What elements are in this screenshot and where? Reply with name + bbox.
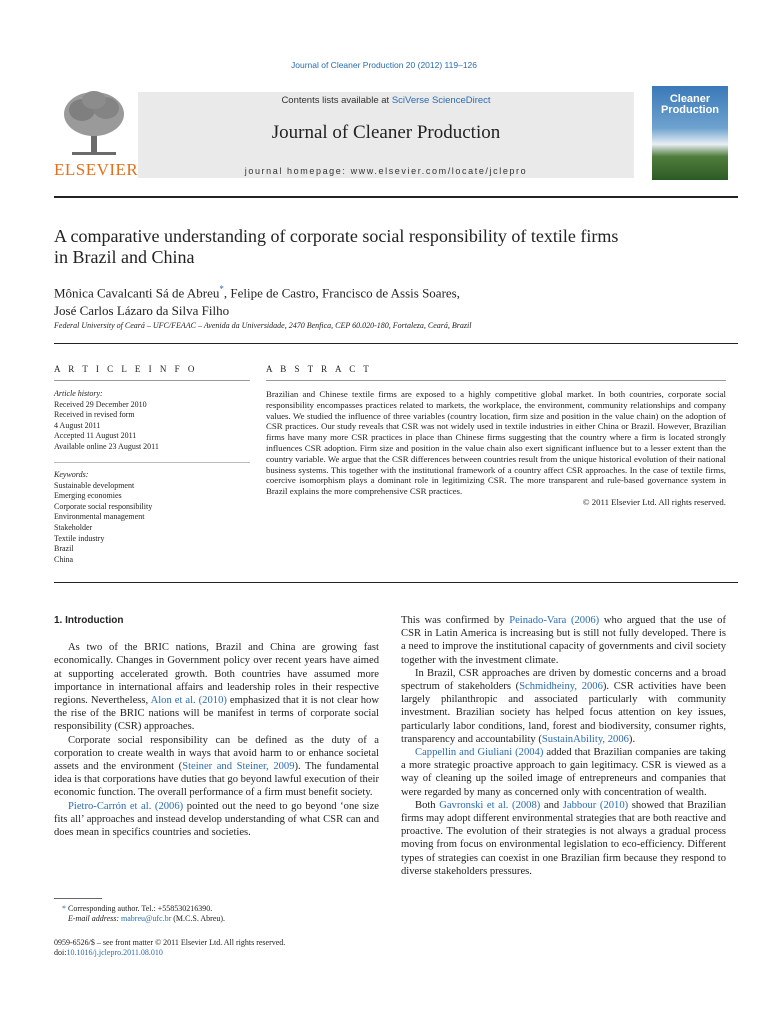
masthead-banner: [138, 92, 634, 178]
footnote-rule: [54, 898, 102, 899]
paragraph: Pietro-Carrón et al. (2006) pointed out the need to go beyond ‘one size fits all’ approaches and instead develop understanding of what CSR can and does mean in specifics countries and societies.: [54, 800, 379, 839]
tree-icon: [54, 86, 134, 166]
reference-link[interactable]: Jabbour (2010): [562, 799, 629, 811]
publication-info: 0959-6526/$ – see front matter © 2011 Elsevier Ltd. All rights reserved. doi:10.1016/j.jclepro.2011.08.010: [54, 938, 286, 957]
keywords: Keywords: Sustainable development Emerging economies Corporate social responsibility Environmental management Stakeholder Textile industry Brazil China: [54, 470, 153, 564]
left-column: [54, 614, 379, 839]
sciencedirect-link[interactable]: SciVerse ScienceDirect: [391, 95, 491, 106]
author-1: Mônica Cavalcanti Sá de Abreu: [54, 285, 220, 301]
article-info-rule: [54, 380, 250, 381]
paragraph: Cappellin and Giuliani (2004) added that Brazilian companies are taking a more strategic proactive approach to gain legitimacy. CSR is viewed as a way of cleaning up the soiled image of entrepreneurs and companies that were regarded by many as concerned only with concentration of wealth.: [401, 747, 726, 798]
affiliation: Federal University of Ceará – UFC/FEAAC – Avenida da Universidade, 2470 Benfica, CEP 60.020-180, Fortaleza, Ceará, Brazil: [54, 321, 472, 330]
paper-title: A comparative understanding of corporate social responsibility of textile firms in Brazil and China: [54, 226, 619, 267]
article-info-heading: A R T I C L E I N F O: [54, 364, 198, 374]
affiliation-rule: [54, 343, 738, 344]
paragraph: This was confirmed by Peinado-Vara (2006) who argued that the use of CSR in Latin America is increasing but is still not fully developed. There is a need to improve the institutional capacity of governments and civil society together with the investment climate.: [401, 615, 726, 666]
right-column: [401, 614, 726, 878]
section-heading-introduction: 1. Introduction: [54, 615, 124, 626]
article-history: Article history: Received 29 December 2010 Received in revised form 4 August 2011 Accepted 11 August 2011 Available online 23 August 2011: [54, 389, 159, 451]
reference-link[interactable]: Cappellin and Giuliani (2004): [415, 747, 544, 759]
reference-link[interactable]: Alon et al. (2010): [150, 695, 227, 707]
reference-link[interactable]: Gavronski et al. (2008): [439, 799, 541, 811]
journal-cover-thumbnail[interactable]: [652, 86, 728, 180]
journal-homepage[interactable]: journal homepage: www.elsevier.com/locate/jclepro: [244, 166, 528, 176]
publisher-name: ELSEVIER: [54, 160, 139, 179]
contents-availability: Contents lists available at SciVerse ScienceDirect: [281, 95, 491, 106]
history-rule: [54, 462, 250, 463]
email-link[interactable]: mabreu@ufc.br: [121, 914, 172, 923]
reference-link[interactable]: Steiner and Steiner, 2009: [182, 761, 295, 773]
reference-link[interactable]: Pietro-Carrón et al. (2006): [68, 800, 184, 812]
elsevier-logo: [54, 86, 139, 186]
reference-link[interactable]: Schmidheiny, 2006: [519, 681, 603, 693]
journal-title: Journal of Cleaner Production: [271, 122, 501, 143]
paragraph: Both Gavronski et al. (2008) and Jabbour (2010) showed that Brazilian firms may adopt different environmental strategies that are both reactive and proactive. The evolution of their strategies is not always a gradual process moving from focus on environmental legislation to eco-efficiency. Different types of strategies can coexist in one Brazilian firm because they respond to diverse stakeholders pressures.: [401, 799, 727, 877]
abstract-bottom-rule: [54, 582, 738, 583]
masthead-rule: [54, 196, 738, 198]
reference-link[interactable]: SustainAbility, 2006: [541, 733, 629, 745]
corresponding-author-marker[interactable]: *: [219, 284, 224, 294]
abstract-heading: A B S T R A C T: [266, 364, 372, 374]
abstract-copyright: © 2011 Elsevier Ltd. All rights reserved.: [582, 496, 726, 507]
journal-masthead: [54, 86, 738, 186]
reference-link[interactable]: Peinado-Vara (2006): [509, 615, 600, 626]
footnote: * Corresponding author. Tel.: +558530216390. E-mail address: mabreu@ufc.br (M.C.S. Abreu).: [62, 904, 226, 923]
abstract-rule: [266, 380, 726, 381]
paragraph: In Brazil, CSR approaches are driven by domestic concerns and a broad spectrum of stakeholders (Schmidheiny, 2006). CSR activities have been largely philanthropic and associated particularly with community investment. Brazilian society has helped focus attention on key issues, particularly labor conditions, land, forest and biodiversity, consumer rights, transparency and accountability (SustainAbility, 2006).: [401, 667, 727, 745]
doi-link[interactable]: 10.1016/j.jclepro.2011.08.010: [66, 948, 163, 957]
author-list: Mônica Cavalcanti Sá de Abreu*, Felipe de Castro, Francisco de Assis Soares, José Carlos Lázaro da Silva Filho: [54, 284, 460, 319]
cover-title: Cleaner Production: [660, 93, 720, 116]
journal-citation[interactable]: Journal of Cleaner Production 20 (2012) 119–126: [290, 60, 478, 70]
abstract-body: Brazilian and Chinese textile firms are exposed to a highly competitive global market. In both countries, corporate social responsibility encompasses practices related to markets, the workplace, the environment, community relationships and company values. We studied the influence of three variables (country location, firm size and position in the value chain) on the adoption of CSR practices. Our study reveals that CSR was not widely used in textile industries in either China or Brazil. However, Brazilian firms have many more CSR practices in place than Chinese firms suggesting that the country where a firm is located strongly influences CSR adoption. Firm size and position in the value chain also exert significant influence but to a lesser extent than the country variable. We argue that the CSR differences between countries result from the unique historical evolution of their national business systems. This together with the institutional framework of a country affect CSR approaches. In the case of textile firms, coercive isomorphism plays a dominant role in legitimizing CSR. The more transparent and rule-based governance system in Brazil explains the more comprehensive CSR practices. © 2011 Elsevier Ltd. All rights reserved.: [266, 389, 726, 507]
paragraph: Corporate social responsibility can be defined as the duty of a corporation to create wealth in ways that avoid harm to or enhance societal assets and the environment (Steiner and Steiner, 2009). The fundamental idea is that corporations have duties that go beyond lawful execution of their economic function. The overall performance of a firm must benefit society.: [54, 734, 380, 799]
paragraph: As two of the BRIC nations, Brazil and China are growing fast economically. Changes in Government policy over recent years have aimed at supporting accelerated growth. Both countries have assumed more importance in international affairs and leadership roles in their respective regions. Nevertheless, Alon et al. (2010) emphasized that it is not clear how the rise of the BRIC nations will be manifest in terms of corporate social responsibility (CSR) approaches.: [54, 642, 379, 733]
